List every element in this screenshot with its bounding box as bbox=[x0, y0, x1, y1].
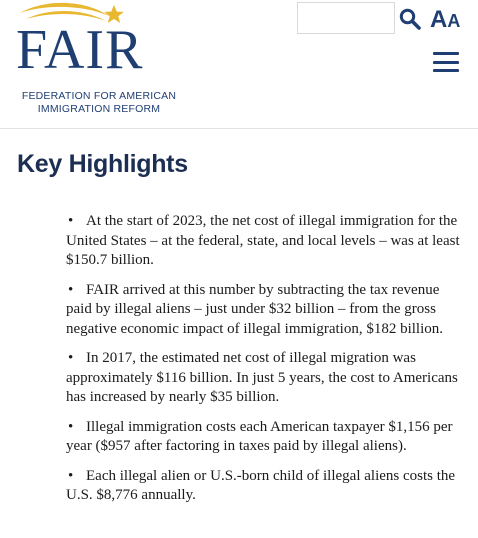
key-highlights-list bbox=[66, 212, 466, 516]
site-header bbox=[0, 0, 478, 128]
bullet-icon: • bbox=[68, 281, 74, 298]
page-title: Key Highlights bbox=[17, 150, 188, 178]
list-item-text: In 2017, the estimated net cost of illegal migration was approximately $116 billion. In just 5 years, the cost to Americans has increased by nearly $35 billion. bbox=[66, 350, 458, 405]
text-size-small-letter: A bbox=[447, 11, 461, 31]
list-item bbox=[66, 467, 466, 506]
bullet-icon: • bbox=[68, 213, 74, 229]
text-size-large-letter: A bbox=[430, 6, 448, 33]
bullet-icon: • bbox=[68, 467, 74, 484]
logo-subtitle-line-2: IMMIGRATION REFORM bbox=[37, 103, 161, 115]
search-input[interactable] bbox=[297, 2, 395, 34]
bullet-icon: • bbox=[68, 418, 74, 435]
fair-logo[interactable] bbox=[14, 0, 184, 120]
header-divider bbox=[0, 128, 478, 129]
bullet-icon: • bbox=[68, 350, 74, 366]
list-item bbox=[66, 418, 466, 457]
logo-subtitle-line-1: FEDERATION FOR AMERICAN bbox=[21, 90, 177, 102]
search-icon[interactable] bbox=[399, 8, 421, 30]
list-item bbox=[66, 349, 466, 408]
list-item-text: Each illegal alien or U.S.-born child of illegal aliens costs the U.S. $8,776 annually. bbox=[66, 467, 456, 503]
list-item-text: Illegal immigration costs each American taxpayer $1,156 per year ($957 after factoring in taxes paid by illegal aliens). bbox=[66, 418, 453, 454]
logo-subtitle bbox=[14, 90, 184, 116]
list-item-text: FAIR arrived at this number by subtracting the tax revenue paid by illegal aliens – just under $32 billion – from the gross negative economic impact of illegal immigration, $182 billion. bbox=[66, 281, 443, 337]
list-item bbox=[66, 281, 466, 340]
hamburger-menu-icon[interactable] bbox=[433, 52, 459, 72]
list-item bbox=[66, 212, 466, 271]
list-item-text: At the start of 2023, the net cost of illegal immigration for the United States – at the federal, state, and local levels – was at least $150.7 billion. bbox=[66, 213, 460, 268]
logo-wordmark: FAIR bbox=[16, 19, 144, 81]
text-size-icon[interactable] bbox=[430, 6, 460, 34]
